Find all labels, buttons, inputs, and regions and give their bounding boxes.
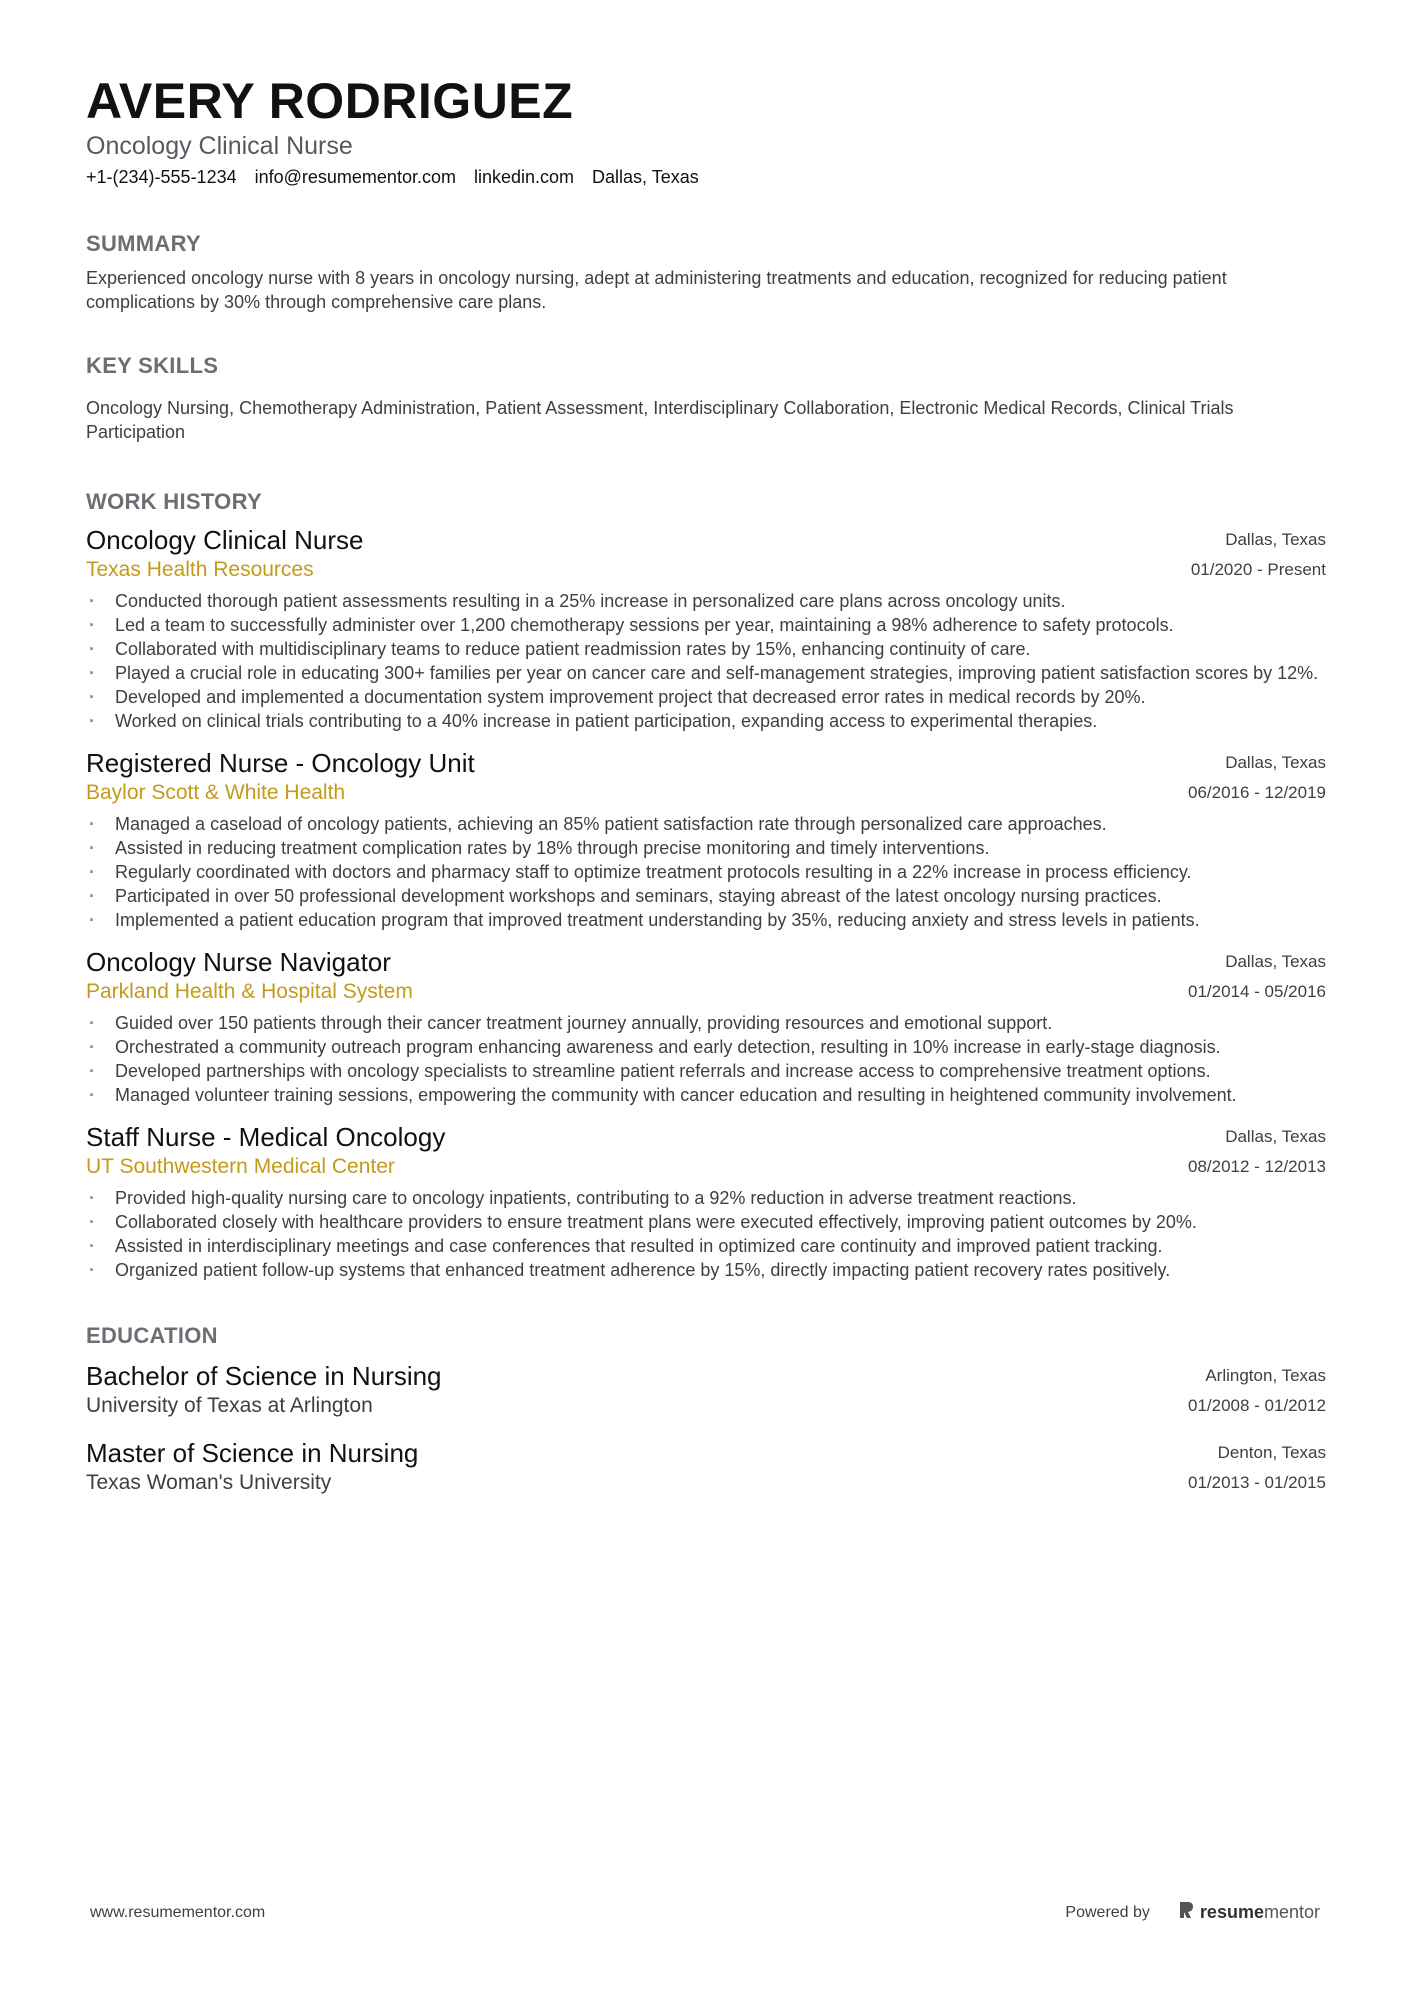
brand-name-strong: resume <box>1199 1902 1264 1922</box>
job-location: Dallas, Texas <box>1225 530 1326 549</box>
contact-email[interactable]: info@resumementor.com <box>254 167 456 187</box>
job-bullet: · Managed a caseload of oncology patients, achieving an 85% patient satisfaction rate through personalized care approaches. <box>86 812 1326 836</box>
job-company: Texas Health Resources <box>86 558 314 581</box>
job-bullets <box>86 812 1326 932</box>
job-company: Parkland Health & Hospital System <box>86 980 413 1003</box>
job-title: Registered Nurse - Oncology Unit <box>86 748 475 778</box>
job-bullet: · Led a team to successfully administer over 1,200 chemotherapy sessions per year, maintaining a 98% adherence to safety protocols. <box>86 613 1326 637</box>
resume-page <box>86 72 1326 1498</box>
skills-heading: KEY SKILLS <box>86 353 219 378</box>
footer-website-link[interactable]: www.resumementor.com <box>90 1903 266 1921</box>
job-company: UT Southwestern Medical Center <box>86 1155 395 1178</box>
contact-line <box>86 164 1326 190</box>
job-bullets <box>86 1186 1326 1282</box>
job-location: Dallas, Texas <box>1225 952 1326 971</box>
job-bullet: · Played a crucial role in educating 300+ families per year on cancer care and self-management strategies, improving patient satisfaction scores by 12%. <box>86 661 1326 685</box>
job-bullet: · Conducted thorough patient assessments resulting in a 25% increase in personalized care plans across oncology units. <box>86 589 1326 613</box>
job-bullet: · Collaborated closely with healthcare providers to ensure treatment plans were executed effectively, improving patient outcomes by 20%. <box>86 1210 1326 1234</box>
brand-logo[interactable] <box>1178 1900 1320 1925</box>
job-bullet: · Guided over 150 patients through their cancer treatment journey annually, providing resources and emotional support. <box>86 1011 1326 1035</box>
powered-by-label: Powered by <box>1065 1903 1150 1921</box>
job-bullet: · Regularly coordinated with doctors and pharmacy staff to optimize treatment protocols resulting in a 22% increase in process efficiency. <box>86 860 1326 884</box>
job-bullet: · Developed partnerships with oncology specialists to streamline patient referrals and increase access to comprehensive treatment options. <box>86 1059 1326 1083</box>
summary-text: Experienced oncology nurse with 8 years in oncology nursing, adept at administering treatments and education, recognized for reducing patient complications by 30% through comprehensive care plans. <box>86 268 1227 312</box>
education-degree: Master of Science in Nursing <box>86 1438 419 1468</box>
education-entry <box>86 1437 1326 1498</box>
job-title: Staff Nurse - Medical Oncology <box>86 1122 446 1152</box>
resumementor-logo-icon <box>1178 1900 1194 1925</box>
resume-header <box>86 72 1326 190</box>
job-company: Baylor Scott & White Health <box>86 781 346 804</box>
work-history-heading: WORK HISTORY <box>86 489 262 514</box>
job-dates: 08/2012 - 12/2013 <box>1187 1157 1326 1176</box>
summary-section <box>86 230 1326 314</box>
job-bullet: · Implemented a patient education program that improved treatment understanding by 35%, reducing anxiety and stress levels in patients. <box>86 908 1326 932</box>
job-location: Dallas, Texas <box>1225 753 1326 772</box>
education-location: Arlington, Texas <box>1205 1366 1326 1385</box>
contact-linkedin[interactable]: linkedin.com <box>473 167 575 187</box>
education-dates: 01/2013 - 01/2015 <box>1187 1473 1326 1492</box>
candidate-name: AVERY RODRIGUEZ <box>86 73 574 129</box>
education-section <box>86 1322 1326 1498</box>
work-history-section <box>86 488 1326 1282</box>
summary-heading: SUMMARY <box>86 231 201 256</box>
job-entry <box>86 1121 1326 1282</box>
skills-text: Oncology Nursing, Chemotherapy Administration, Patient Assessment, Interdisciplinary Collaboration, Electronic Medical Records, Clinical Trials Participation <box>86 398 1234 442</box>
candidate-title: Oncology Clinical Nurse <box>86 132 353 160</box>
job-dates: 06/2016 - 12/2019 <box>1187 783 1326 802</box>
education-heading: EDUCATION <box>86 1323 218 1348</box>
job-entry <box>86 747 1326 932</box>
job-title: Oncology Nurse Navigator <box>86 947 391 977</box>
education-location: Denton, Texas <box>1217 1443 1326 1462</box>
contact-phone: +1-(234)-555-1234 <box>86 167 237 187</box>
job-bullet: · Orchestrated a community outreach program enhancing awareness and early detection, resulting in 10% increase in early-stage diagnosis. <box>86 1035 1326 1059</box>
job-dates: 01/2014 - 05/2016 <box>1187 982 1326 1001</box>
job-bullet: · Worked on clinical trials contributing to a 40% increase in patient participation, expanding access to experimental therapies. <box>86 709 1326 733</box>
education-dates: 01/2008 - 01/2012 <box>1187 1396 1326 1415</box>
job-bullet: · Participated in over 50 professional development workshops and seminars, staying abreast of the latest oncology nursing practices. <box>86 884 1326 908</box>
education-entry <box>86 1360 1326 1421</box>
education-school: University of Texas at Arlington <box>86 1394 373 1417</box>
job-title: Oncology Clinical Nurse <box>86 525 364 555</box>
job-bullets <box>86 1011 1326 1107</box>
job-bullet: · Assisted in interdisciplinary meetings and case conferences that resulted in optimized care continuity and improved patient tracking. <box>86 1234 1326 1258</box>
education-degree: Bachelor of Science in Nursing <box>86 1361 442 1391</box>
powered-by <box>1065 1900 1320 1925</box>
job-bullet: · Organized patient follow-up systems that enhanced treatment adherence by 15%, directly impacting patient recovery rates positively. <box>86 1258 1326 1282</box>
education-school: Texas Woman's University <box>86 1471 332 1494</box>
job-entry <box>86 946 1326 1107</box>
job-bullet: · Collaborated with multidisciplinary teams to reduce patient readmission rates by 15%, enhancing continuity of care. <box>86 637 1326 661</box>
job-entry <box>86 524 1326 733</box>
job-location: Dallas, Texas <box>1225 1127 1326 1146</box>
contact-location: Dallas, Texas <box>592 167 699 187</box>
job-bullet: · Assisted in reducing treatment complication rates by 18% through precise monitoring and timely interventions. <box>86 836 1326 860</box>
job-bullets <box>86 589 1326 733</box>
job-bullet: · Provided high-quality nursing care to oncology inpatients, contributing to a 92% reduction in adverse treatment reactions. <box>86 1186 1326 1210</box>
brand-name-light: mentor <box>1263 1902 1320 1922</box>
job-bullet: · Managed volunteer training sessions, empowering the community with cancer education and resulting in heightened community involvement. <box>86 1083 1326 1107</box>
page-footer <box>90 1900 1320 1925</box>
job-bullet: · Developed and implemented a documentation system improvement project that decreased error rates in medical records by 20%. <box>86 685 1326 709</box>
skills-section <box>86 352 1326 444</box>
job-dates: 01/2020 - Present <box>1190 560 1326 579</box>
